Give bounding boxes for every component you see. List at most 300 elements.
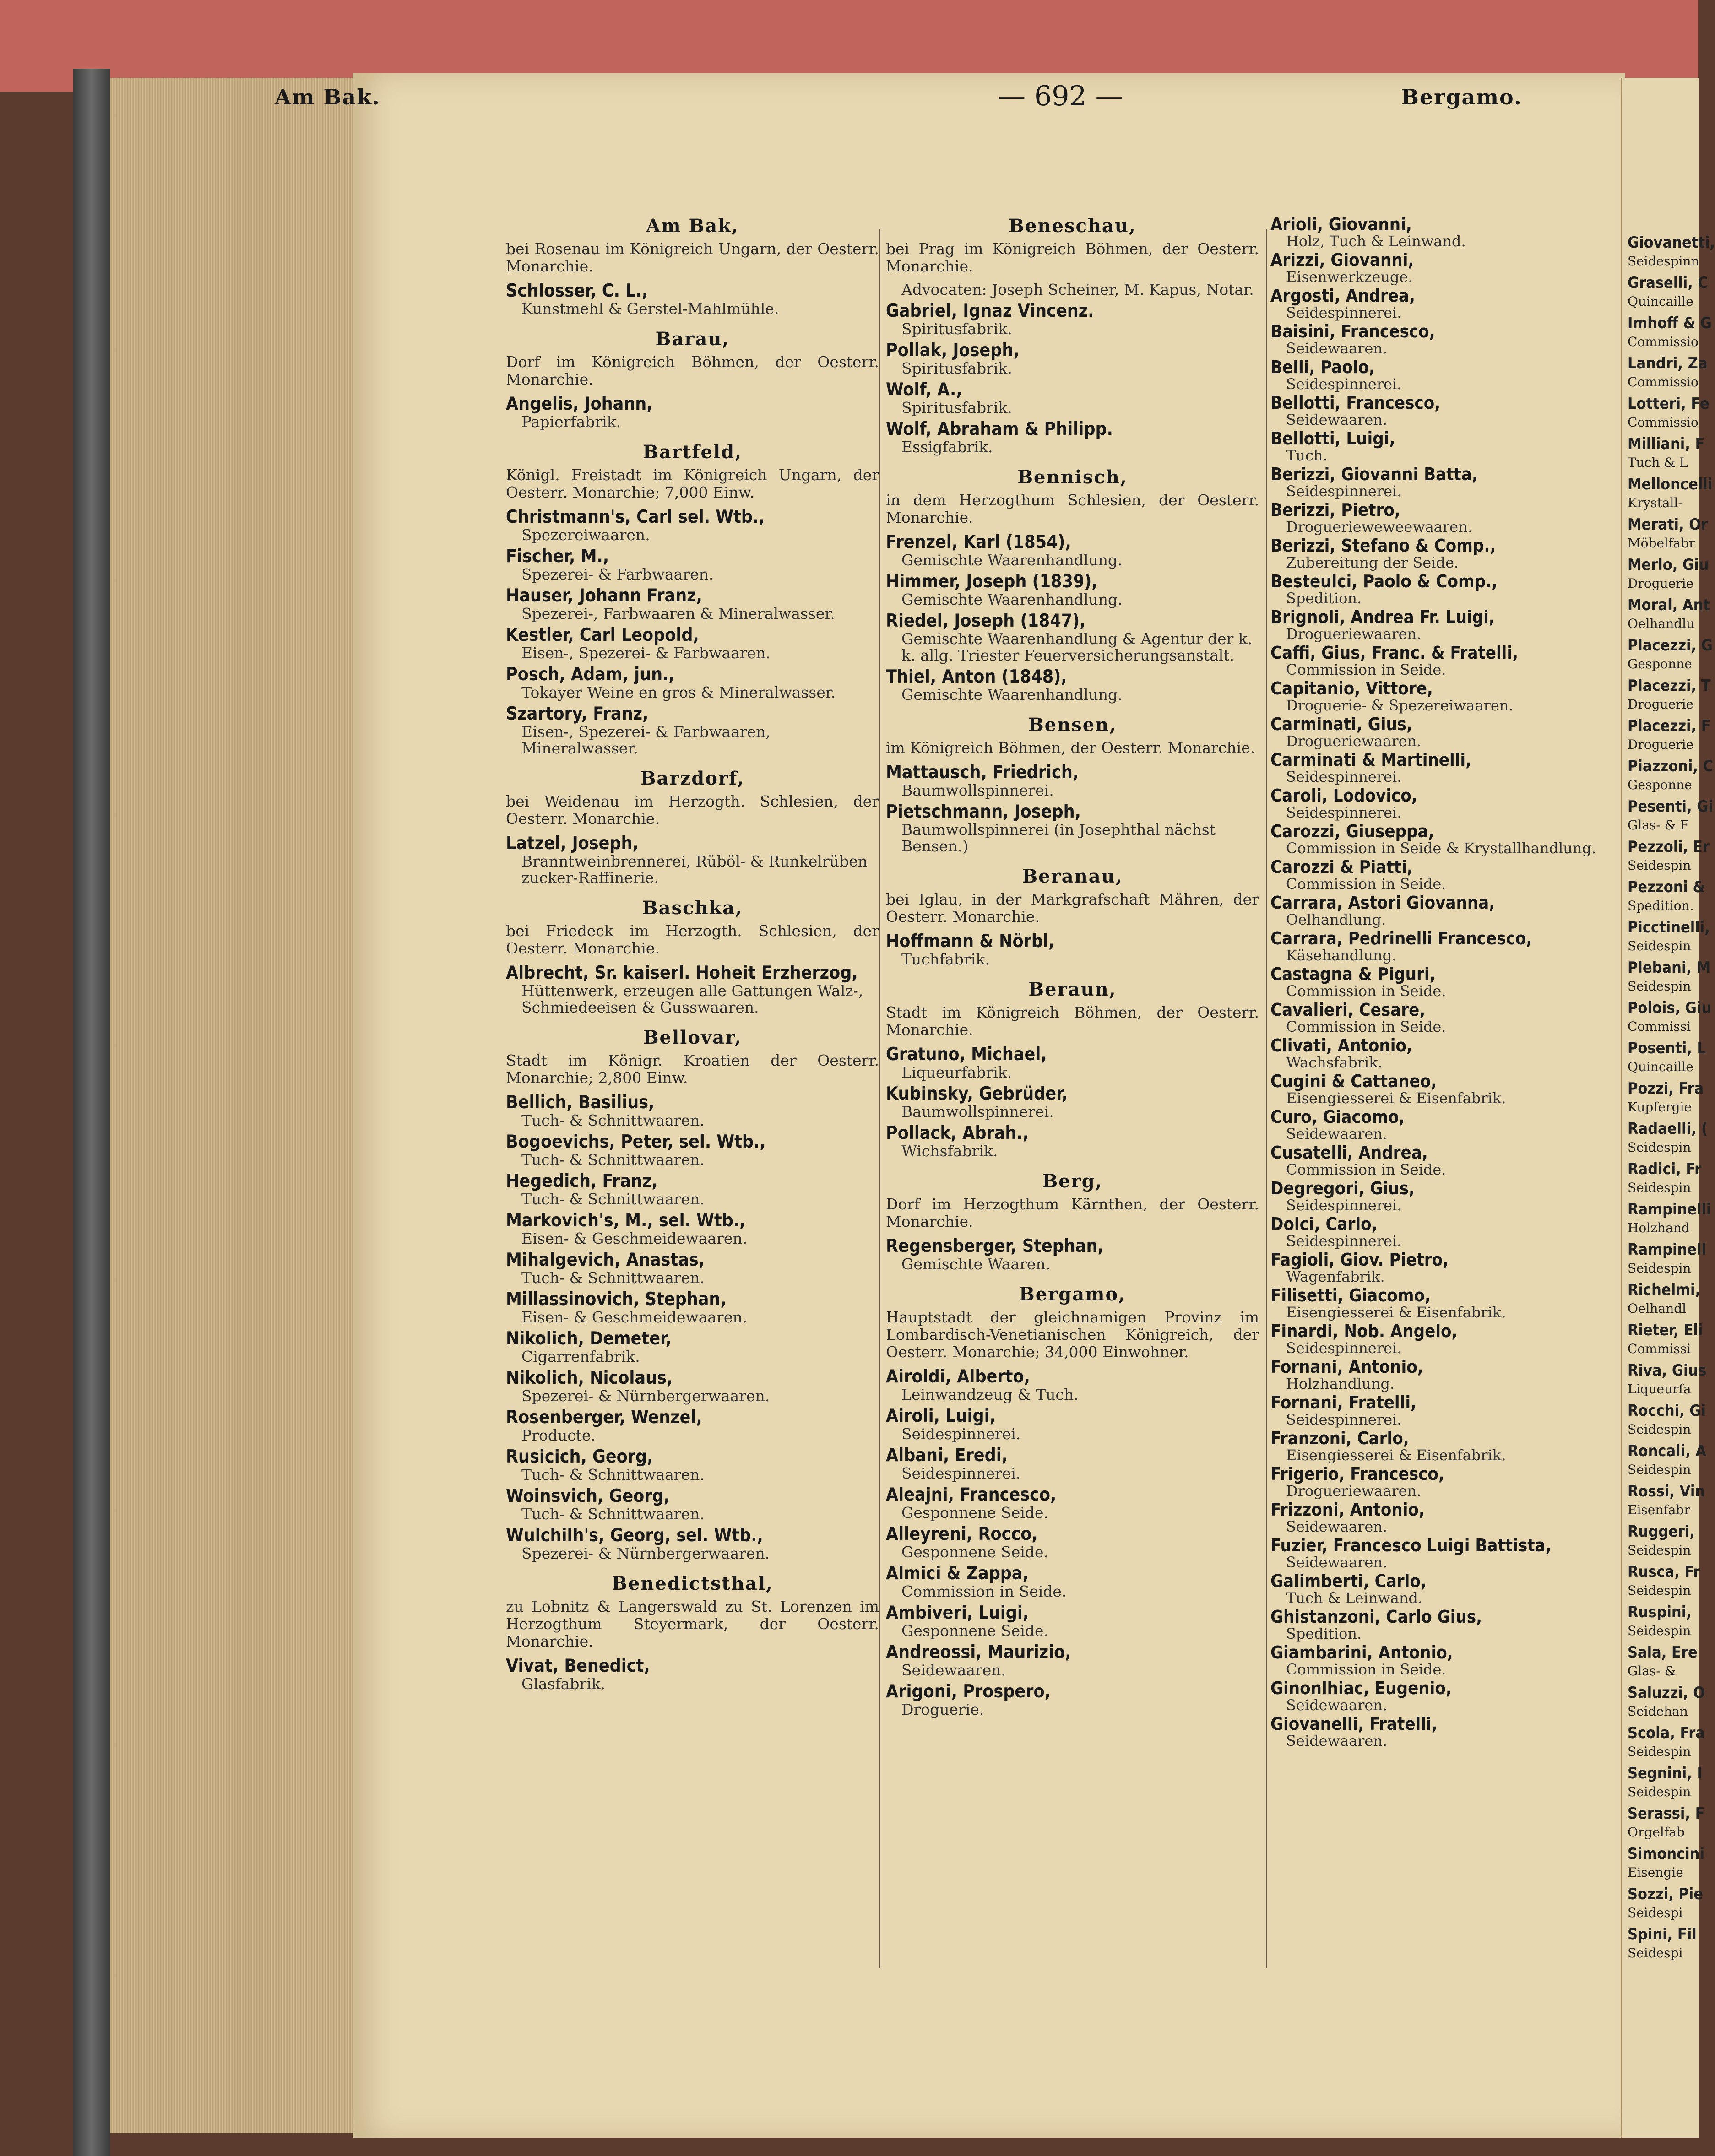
directory-entry xyxy=(506,547,879,583)
directory-entry xyxy=(506,1447,879,1483)
directory-entry xyxy=(506,964,879,1016)
entry-trade: Seidespinnerei. xyxy=(1286,375,1402,393)
directory-entry xyxy=(886,282,1259,298)
entry-name: Galimberti, Carlo, xyxy=(1270,1571,1427,1591)
page-number: — 692 — xyxy=(998,80,1123,112)
directory-entry xyxy=(1270,822,1644,856)
next-page-text: Imhoff & G xyxy=(1628,314,1712,332)
entry-name: Markovich's, M., sel. Wtb., xyxy=(506,1210,746,1231)
next-page-text: Saluzzi, O xyxy=(1628,1684,1705,1702)
directory-entry xyxy=(1270,536,1644,570)
next-page-text: Rocchi, Gi xyxy=(1628,1402,1706,1420)
directory-entry xyxy=(506,1657,879,1692)
entry-name: Pietschmann, Joseph, xyxy=(886,802,1081,822)
entry-trade: Commission in Seide & Krystallhandlung. xyxy=(1286,840,1596,857)
entry-name: Finardi, Nob. Angelo, xyxy=(1270,1321,1458,1341)
entry-name: Millassinovich, Stephan, xyxy=(506,1289,727,1310)
entry-trade: Drogueriewaaren. xyxy=(1286,732,1422,750)
next-page-text: Seidespin xyxy=(1628,1784,1691,1799)
page-edges xyxy=(110,78,353,2133)
place-description: bei Prag im Königreich Böhmen, der Oesterr. Monarchie. xyxy=(886,240,1259,275)
entry-trade: Tuch- & Schnittwaaren. xyxy=(521,1466,705,1484)
entry-trade: Eisengiesserei & Eisenfabrik. xyxy=(1286,1304,1506,1321)
next-page-text: Rossi, Vin xyxy=(1628,1482,1705,1501)
entry-name: Regensberger, Stephan, xyxy=(886,1236,1104,1257)
next-page-text: Serassi, F xyxy=(1628,1804,1705,1823)
entry-name: Hoffmann & Nörbl, xyxy=(886,931,1055,952)
place-description: Dorf im Herzogthum Kärnthen, der Oesterr. Monarchie. xyxy=(886,1195,1259,1230)
entry-trade: Commission in Seide. xyxy=(901,1582,1067,1600)
place-heading: Bensen, xyxy=(1028,714,1117,736)
entry-trade: Baumwollspinnerei. xyxy=(901,1103,1054,1121)
directory-entry xyxy=(1270,608,1644,642)
next-page-text: Radici, Fr xyxy=(1628,1160,1702,1178)
next-page-text: Seidespin xyxy=(1628,1261,1691,1276)
directory-entry xyxy=(506,1251,879,1286)
next-page-text: Placezzi, G xyxy=(1628,636,1713,655)
next-page-text: Ruggeri, xyxy=(1628,1522,1695,1541)
entry-trade: Spedition. xyxy=(1286,1625,1362,1642)
entry-trade: Seidewaaren. xyxy=(1286,1554,1388,1571)
directory-entry xyxy=(1270,1179,1644,1213)
next-page-text: Droguerie xyxy=(1628,697,1694,712)
entry-trade: Seidewaaren. xyxy=(1286,1125,1388,1143)
directory-entry xyxy=(1270,1108,1644,1142)
entry-trade: Commission in Seide. xyxy=(1286,875,1446,893)
entry-name: Kestler, Carl Leopold, xyxy=(506,625,699,645)
entry-trade: Spezerei- & Farbwaaren. xyxy=(521,565,714,583)
directory-entry xyxy=(886,341,1259,377)
directory-entry xyxy=(1270,1393,1644,1427)
directory-entry xyxy=(1270,894,1644,927)
next-page-text: Riva, Gius xyxy=(1628,1361,1707,1380)
entry-name: Clivati, Antonio, xyxy=(1270,1035,1412,1056)
next-page-text: Seidespin xyxy=(1628,1140,1691,1155)
directory-entry xyxy=(506,834,879,886)
next-page-text: Orgelfab xyxy=(1628,1825,1685,1840)
column-2 xyxy=(886,215,1259,1722)
directory-entry xyxy=(886,1084,1259,1120)
directory-entry xyxy=(506,1290,879,1326)
place-description: bei Weidenau im Herzogth. Schlesien, der Oesterr. Monarchie. xyxy=(506,792,879,828)
entry-name: Rusicich, Georg, xyxy=(506,1446,653,1467)
entry-trade: Seidespinnerei. xyxy=(1286,1411,1402,1428)
entry-trade: Drogueriewaaren. xyxy=(1286,625,1422,643)
next-page-text: Placezzi, F xyxy=(1628,717,1711,735)
directory-entry xyxy=(1270,1679,1644,1713)
place-description: Stadt im Königreich Böhmen, der Oesterr. Monarchie. xyxy=(886,1003,1259,1039)
entry-trade: Hüttenwerk, erzeugen alle Gattungen Walz-, Schmiedeeisen & Gusswaaren. xyxy=(521,982,863,1016)
next-page-text: Quincaille xyxy=(1628,294,1693,309)
next-page-text: Rusca, Fr xyxy=(1628,1563,1700,1581)
entry-trade: Spezerei-, Farbwaaren & Mineralwasser. xyxy=(521,605,835,623)
next-page-text: Gesponne xyxy=(1628,656,1692,672)
next-page-text: Spini, Fil xyxy=(1628,1925,1697,1944)
entry-trade: Cigarrenfabrik. xyxy=(521,1348,640,1365)
next-page-text: Pozzi, Fra xyxy=(1628,1079,1704,1098)
entry-trade: Spiritusfabrik. xyxy=(901,320,1012,338)
entry-trade: Liqueurfabrik. xyxy=(901,1063,1012,1081)
next-page-text: Richelmi, xyxy=(1628,1281,1701,1299)
entry-name: Schlosser, C. L., xyxy=(506,281,648,301)
entry-name: Ambiveri, Luigi, xyxy=(886,1603,1029,1623)
entry-name: Thiel, Anton (1848), xyxy=(886,666,1067,687)
directory-entry xyxy=(506,508,879,543)
place-heading: Beranau, xyxy=(1022,866,1123,887)
place-description: Hauptstadt der gleichnamigen Provinz im Lombardisch-Venetianischen Königreich, der Oesterr. Monarchie; 34,000 Einwohner. xyxy=(886,1308,1259,1361)
entry-trade: Spezereiwaaren. xyxy=(521,526,650,544)
entry-name: Himmer, Joseph (1839), xyxy=(886,571,1098,592)
entry-trade: Commission in Seide. xyxy=(1286,1661,1446,1678)
entry-name: Fischer, M., xyxy=(506,546,609,567)
directory-entry xyxy=(1270,358,1644,392)
next-page-text: Radaelli, ( xyxy=(1628,1120,1708,1138)
next-page-text: Seidespin xyxy=(1628,1543,1691,1558)
next-page-text: Krystall- xyxy=(1628,495,1682,510)
entry-name: Carrara, Astori Giovanna, xyxy=(1270,893,1495,913)
directory-entry xyxy=(1270,1358,1644,1392)
directory-entry xyxy=(886,1682,1259,1718)
entry-trade: Droguerie- & Spezereiwaaren. xyxy=(1286,697,1514,714)
directory-entry xyxy=(1270,1465,1644,1499)
entry-name: Frenzel, Karl (1854), xyxy=(886,532,1071,553)
place-description: bei Iglau, in der Markgrafschaft Mähren, der Oesterr. Monarchie. xyxy=(886,890,1259,926)
next-page-text: Droguerie xyxy=(1628,576,1694,591)
next-page-text: Seidespin xyxy=(1628,1180,1691,1195)
next-page-text: Graselli, C xyxy=(1628,274,1708,292)
next-page-text: Glas- & F xyxy=(1628,818,1689,833)
directory-entry xyxy=(1270,644,1644,677)
entry-trade: Seidewaaren. xyxy=(1286,1518,1388,1535)
directory-entry xyxy=(886,612,1259,664)
entry-name: Fornani, Fratelli, xyxy=(1270,1392,1417,1413)
directory-entry xyxy=(886,572,1259,608)
next-page-text: Rieter, Eli xyxy=(1628,1321,1703,1339)
next-page-text: Moral, Ant xyxy=(1628,596,1710,614)
entry-trade: Gesponnene Seide. xyxy=(901,1504,1048,1522)
next-page-text: Gesponne xyxy=(1628,777,1692,792)
next-page-text: Eisengie xyxy=(1628,1865,1683,1880)
entry-trade: Eisengiesserei & Eisenfabrik. xyxy=(1286,1446,1506,1464)
next-page-text: Commissio xyxy=(1628,334,1699,349)
entry-trade: Spiritusfabrik. xyxy=(901,359,1012,377)
entry-trade: Gemischte Waarenhandlung. xyxy=(901,551,1123,569)
entry-name: Bellich, Basilius, xyxy=(506,1092,655,1113)
entry-name: Nikolich, Nicolaus, xyxy=(506,1368,673,1388)
directory-entry xyxy=(886,1643,1259,1679)
next-page-text: Plebani, M xyxy=(1628,959,1711,977)
column-divider xyxy=(879,229,880,1968)
entry-trade: Eisen-, Spezerei- & Farbwaaren. xyxy=(521,644,771,662)
entry-name: Wulchilh's, Georg, sel. Wtb., xyxy=(506,1525,763,1546)
directory-entry xyxy=(886,1564,1259,1600)
next-page-text: Droguerie xyxy=(1628,737,1694,752)
entry-name: Carozzi, Giuseppa, xyxy=(1270,821,1434,841)
directory-entry xyxy=(886,1237,1259,1273)
directory-entry xyxy=(1270,394,1644,428)
entry-trade: Käsehandlung. xyxy=(1286,947,1397,964)
directory-entry xyxy=(1270,1536,1644,1570)
entry-name: Giambarini, Antonio, xyxy=(1270,1642,1453,1663)
next-page-text: Seidespin xyxy=(1628,1422,1691,1437)
entry-trade: Zubereitung der Seide. xyxy=(1286,554,1459,571)
directory-entry xyxy=(886,380,1259,416)
place-description: bei Rosenau im Königreich Ungarn, der Oesterr. Monarchie. xyxy=(506,240,879,275)
directory-entry xyxy=(886,1446,1259,1482)
directory-entry xyxy=(886,420,1259,455)
next-page-text: Commissio xyxy=(1628,415,1699,430)
next-page-text: Seidespi xyxy=(1628,1905,1683,1920)
next-page-text: Seidehan xyxy=(1628,1704,1688,1719)
directory-entry xyxy=(1270,287,1644,320)
entry-trade: Essigfabrik. xyxy=(901,438,993,456)
entry-name: Berizzi, Pietro, xyxy=(1270,500,1400,520)
entry-name: Argosti, Andrea, xyxy=(1270,286,1415,306)
next-page-text: Piazzoni, C xyxy=(1628,757,1714,775)
entry-name: Nikolich, Demeter, xyxy=(506,1328,672,1349)
directory-entry xyxy=(886,1045,1259,1081)
directory-entry xyxy=(1270,1215,1644,1249)
next-page-text: Glas- & xyxy=(1628,1663,1676,1679)
directory-entry xyxy=(886,1603,1259,1639)
directory-entry xyxy=(1270,965,1644,999)
entry-name: Posch, Adam, jun., xyxy=(506,664,675,685)
entry-trade: Branntweinbrennerei, Rüböl- & Runkelrüben zucker-Raffinerie. xyxy=(521,852,868,887)
entry-name: Kubinsky, Gebrüder, xyxy=(886,1083,1068,1104)
place-heading: Beneschau, xyxy=(1009,215,1136,237)
directory-entry xyxy=(886,302,1259,337)
next-page-text: Rampinelli xyxy=(1628,1200,1711,1219)
entry-name: Albrecht, Sr. kaiserl. Hoheit Erzherzog, xyxy=(506,963,858,983)
next-page-text: Merlo, Giu xyxy=(1628,556,1709,574)
directory-entry xyxy=(1270,1322,1644,1356)
entry-trade: Tuch- & Schnittwaaren. xyxy=(521,1190,705,1208)
next-page-text: Lotteri, Fe xyxy=(1628,395,1710,413)
directory-entry xyxy=(1270,1715,1644,1749)
directory-entry xyxy=(1270,465,1644,499)
next-page-text: Sozzi, Pie xyxy=(1628,1885,1704,1903)
entry-trade: Spezerei- & Nürnbergerwaaren. xyxy=(521,1544,770,1562)
entry-name: Wolf, Abraham & Philipp. xyxy=(886,419,1113,439)
header-right: Bergamo. xyxy=(1401,85,1522,109)
next-page-text: Ruspini, xyxy=(1628,1603,1692,1621)
entry-name: Pollak, Joseph, xyxy=(886,340,1020,361)
next-page-text: Commissi xyxy=(1628,1019,1691,1034)
directory-entry xyxy=(1270,786,1644,820)
entry-name: Latzel, Joseph, xyxy=(506,833,639,854)
directory-entry xyxy=(886,802,1259,855)
next-page-text: Spedition. xyxy=(1628,898,1694,913)
entry-trade: Commission in Seide. xyxy=(1286,982,1446,1000)
entry-trade: Eisen- & Geschmeidewaaren. xyxy=(521,1230,748,1247)
entry-name: Bellotti, Francesco, xyxy=(1270,393,1441,413)
entry-trade: Tuchfabrik. xyxy=(901,950,990,968)
entry-trade: Commission in Seide. xyxy=(1286,1018,1446,1035)
entry-name: Berizzi, Giovanni Batta, xyxy=(1270,464,1478,484)
entry-name: Fornani, Antonio, xyxy=(1270,1357,1423,1377)
next-page-text: Oelhandlu xyxy=(1628,616,1695,631)
directory-entry xyxy=(886,1367,1259,1403)
entry-trade: Seidewaaren. xyxy=(1286,1696,1388,1714)
next-page-text: Commissi xyxy=(1628,1341,1691,1356)
entry-trade: Tuch. xyxy=(1286,447,1328,464)
entry-name: Carminati, Gius, xyxy=(1270,714,1413,734)
directory-entry xyxy=(506,1172,879,1208)
next-page-text: Kupfergie xyxy=(1628,1100,1692,1115)
entry-trade: Tuch- & Schnittwaaren. xyxy=(521,1269,705,1287)
book-spine xyxy=(73,69,110,2156)
entry-name: Caroli, Lodovico, xyxy=(1270,785,1417,806)
directory-entry xyxy=(1270,251,1644,285)
next-page-text: Seidespin xyxy=(1628,938,1691,953)
directory-entry xyxy=(506,704,879,757)
directory-entry xyxy=(506,395,879,430)
directory-entry xyxy=(1270,1643,1644,1677)
place-heading: Am Bak, xyxy=(646,215,739,237)
entry-trade: Wachsfabrik. xyxy=(1286,1054,1383,1071)
place-heading: Bennisch, xyxy=(1017,466,1128,488)
entry-name: Berizzi, Stefano & Comp., xyxy=(1270,536,1496,556)
directory-entry xyxy=(506,1369,879,1404)
directory-entry xyxy=(1270,1072,1644,1106)
next-page-text: Posenti, L xyxy=(1628,1039,1706,1057)
entry-name: Ginonlhiac, Eugenio, xyxy=(1270,1678,1452,1698)
directory-entry xyxy=(506,282,879,317)
place-heading: Barzdorf, xyxy=(640,768,745,789)
place-heading: Beraun, xyxy=(1028,979,1117,1000)
directory-entry xyxy=(886,1124,1259,1159)
entry-name: Arigoni, Prospero, xyxy=(886,1681,1051,1702)
entry-name: Franzoni, Carlo, xyxy=(1270,1428,1409,1448)
entry-trade: Oelhandlung. xyxy=(1286,911,1386,928)
entry-trade: Tuch & Leinwand. xyxy=(1286,1589,1423,1607)
directory-entry xyxy=(506,1526,879,1562)
entry-name: Baisini, Francesco, xyxy=(1270,321,1435,341)
directory-entry xyxy=(886,1485,1259,1521)
entry-trade: Advocaten: Joseph Scheiner, M. Kapus, Notar. xyxy=(901,281,1254,298)
entry-name: Pollack, Abrah., xyxy=(886,1123,1029,1143)
directory-entry xyxy=(1270,1608,1644,1641)
entry-trade: Tokayer Weine en gros & Mineralwasser. xyxy=(521,683,836,701)
entry-name: Almici & Zappa, xyxy=(886,1563,1029,1584)
next-page-text: Segnini, I xyxy=(1628,1764,1702,1782)
entry-trade: Seidewaaren. xyxy=(1286,1732,1388,1750)
entry-name: Castagna & Piguri, xyxy=(1270,964,1436,984)
entry-trade: Seidespinnerei. xyxy=(901,1425,1021,1443)
next-page-text: Seidespin xyxy=(1628,979,1691,994)
entry-trade: Wichsfabrik. xyxy=(901,1142,998,1160)
entry-trade: Holz, Tuch & Leinwand. xyxy=(1286,233,1466,250)
entry-name: Mihalgevich, Anastas, xyxy=(506,1250,705,1270)
entry-trade: Spiritusfabrik. xyxy=(901,399,1012,417)
next-page-text: Pesenti, Gi xyxy=(1628,797,1713,816)
directory-entry xyxy=(1270,215,1644,249)
entry-name: Mattausch, Friedrich, xyxy=(886,762,1079,783)
place-heading: Barau, xyxy=(655,328,730,350)
next-page-text: Eisenfabr xyxy=(1628,1502,1690,1517)
directory-entry xyxy=(1270,929,1644,963)
directory-entry xyxy=(1270,1143,1644,1177)
entry-name: Woinsvich, Georg, xyxy=(506,1486,670,1506)
place-heading: Benedictsthal, xyxy=(612,1573,773,1594)
entry-name: Frizzoni, Antonio, xyxy=(1270,1500,1425,1520)
next-page-text: Melloncelli xyxy=(1628,475,1713,493)
entry-name: Belli, Paolo, xyxy=(1270,357,1375,377)
entry-name: Carminati & Martinelli, xyxy=(1270,750,1472,770)
entry-name: Bogoevichs, Peter, sel. Wtb., xyxy=(506,1132,766,1152)
entry-name: Brignoli, Andrea Fr. Luigi, xyxy=(1270,607,1495,627)
entry-name: Wolf, A., xyxy=(886,379,962,400)
entry-trade: Seidespinnerei. xyxy=(1286,804,1402,821)
directory-entry xyxy=(506,626,879,661)
header-left: Am Bak. xyxy=(275,85,380,109)
entry-trade: Eisengiesserei & Eisenfabrik. xyxy=(1286,1089,1506,1107)
entry-trade: Seidespinnerei. xyxy=(1286,482,1402,500)
directory-entry xyxy=(1270,1251,1644,1284)
entry-name: Giovanelli, Fratelli, xyxy=(1270,1714,1438,1734)
directory-entry xyxy=(886,533,1259,569)
entry-trade: Commission in Seide. xyxy=(1286,1161,1446,1178)
entry-trade: Spedition. xyxy=(1286,590,1362,607)
next-page-text: Rampinell xyxy=(1628,1241,1706,1259)
entry-name: Andreossi, Maurizio, xyxy=(886,1642,1071,1663)
entry-name: Caffi, Gius, Franc. & Fratelli, xyxy=(1270,643,1519,663)
directory-entry xyxy=(506,665,879,701)
entry-trade: Gemischte Waarenhandlung & Agentur der k. k. allg. Triester Feuerversicherungsanstalt. xyxy=(901,630,1253,664)
entry-trade: Droguerie. xyxy=(901,1701,984,1718)
entry-name: Szartory, Franz, xyxy=(506,704,649,724)
entry-trade: Glasfabrik. xyxy=(521,1675,606,1693)
entry-trade: Seidespinnerei. xyxy=(1286,768,1402,785)
entry-name: Airoldi, Alberto, xyxy=(886,1366,1030,1387)
entry-trade: Seidespinnerei. xyxy=(1286,304,1402,321)
directory-entry xyxy=(1270,1429,1644,1463)
next-page-text: Pezzoni & xyxy=(1628,878,1705,896)
place-description: Dorf im Königreich Böhmen, der Oesterr. Monarchie. xyxy=(506,353,879,388)
directory-entry xyxy=(1270,1286,1644,1320)
entry-trade: Gesponnene Seide. xyxy=(901,1622,1048,1640)
place-heading: Berg, xyxy=(1042,1170,1103,1192)
next-page-text: Sala, Ere xyxy=(1628,1643,1698,1662)
entry-trade: Leinwandzeug & Tuch. xyxy=(901,1386,1079,1403)
next-page-text: Seidespin xyxy=(1628,1583,1691,1598)
next-page-text: Quincaille xyxy=(1628,1059,1693,1074)
next-page-text: Giovanetti, xyxy=(1628,233,1715,252)
directory-entry xyxy=(506,1487,879,1522)
entry-name: Hegedich, Franz, xyxy=(506,1171,658,1192)
entry-name: Frigerio, Francesco, xyxy=(1270,1464,1444,1484)
directory-entry xyxy=(506,1093,879,1129)
next-page-text: Seidespin xyxy=(1628,1462,1691,1477)
directory-entry xyxy=(1270,429,1644,463)
next-page-edge xyxy=(1621,78,1715,2138)
entry-trade: Gemischte Waarenhandlung. xyxy=(901,686,1123,704)
next-page-text: Placezzi, T xyxy=(1628,677,1711,695)
entry-name: Arioli, Giovanni, xyxy=(1270,214,1412,234)
entry-name: Filisetti, Giacomo, xyxy=(1270,1285,1431,1306)
entry-trade: Gemischte Waaren. xyxy=(901,1255,1051,1273)
place-description: bei Friedeck im Herzogth. Schlesien, der Oesterr. Monarchie. xyxy=(506,922,879,957)
directory-entry xyxy=(886,932,1259,968)
entry-name: Fuzier, Francesco Luigi Battista, xyxy=(1270,1535,1552,1555)
next-page-text: Möbelfabr xyxy=(1628,536,1695,551)
column-1 xyxy=(506,215,879,1696)
directory-entry xyxy=(886,1407,1259,1442)
entry-trade: Papierfabrik. xyxy=(521,413,621,431)
place-description: Königl. Freistadt im Königreich Ungarn, der Oesterr. Monarchie; 7,000 Einw. xyxy=(506,466,879,501)
directory-entry xyxy=(1270,1572,1644,1606)
entry-trade: Seidespinnerei. xyxy=(1286,1339,1402,1357)
